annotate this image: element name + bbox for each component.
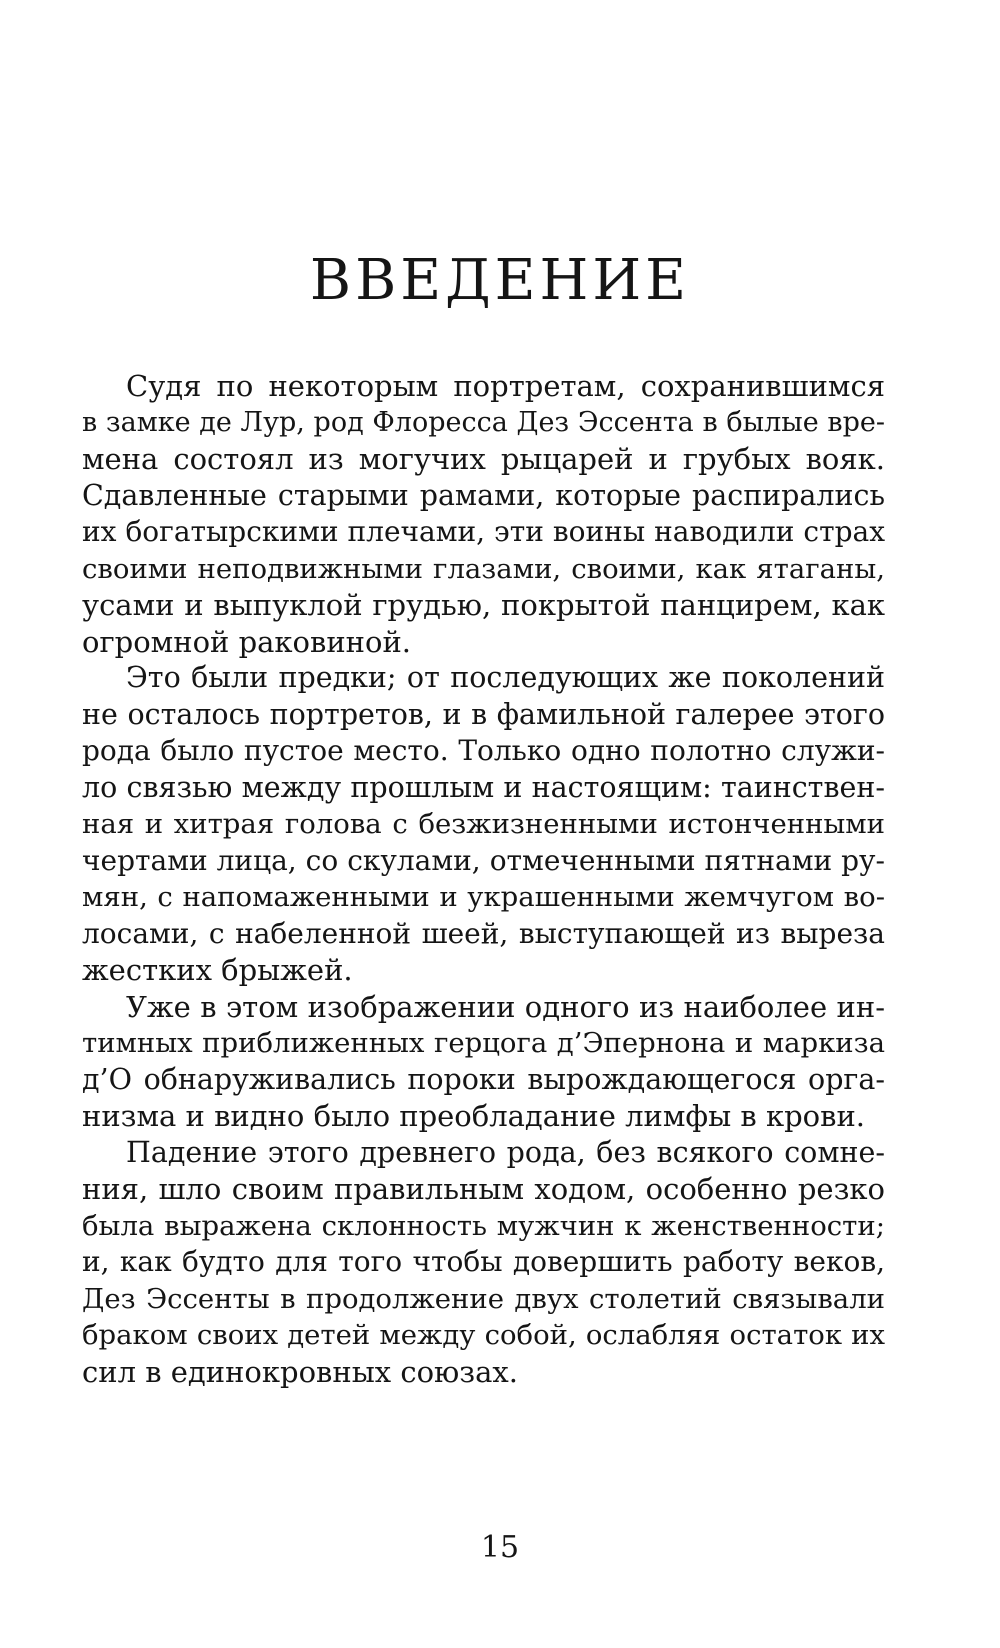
body-text bbox=[82, 368, 885, 1390]
text-line: мена состоял из могучих рыцарей и грубых вояк. bbox=[82, 442, 885, 476]
text-line: лосами, с набеленной шеей, выступающей из выреза bbox=[82, 916, 885, 950]
text-line: их богатырскими плечами, эти воины наводили страх bbox=[82, 515, 885, 548]
paragraph bbox=[82, 1135, 885, 1391]
text-line: была выражена склонность мужчин к женственности; bbox=[82, 1209, 885, 1242]
text-line: огромной раковиной. bbox=[82, 624, 411, 659]
text-line: браком своих детей между собой, ослабляя остаток их bbox=[82, 1319, 885, 1351]
text-line: рода было пустое место. Только одно полотно служи- bbox=[82, 734, 885, 767]
text-line: сил в единокровных союзах. bbox=[82, 1354, 518, 1389]
page-number: 15 bbox=[480, 1530, 520, 1565]
text-line: Это были предки; от последующих же поколений bbox=[126, 661, 885, 694]
text-line: и, как будто для того чтобы довершить работу веков, bbox=[82, 1245, 885, 1278]
paragraph bbox=[82, 989, 885, 1135]
text-line: ная и хитрая голова с безжизненными истонченными bbox=[82, 808, 885, 840]
text-line: тимных приближенных герцога д’Эпернона и маркиза bbox=[82, 1027, 885, 1059]
text-line: Падение этого древнего рода, без всякого сомне- bbox=[126, 1135, 885, 1169]
text-line: в замке де Лур, род Флоресса Дез Эссента в былые вре- bbox=[82, 406, 885, 438]
paragraph bbox=[82, 368, 885, 660]
text-line: ло связью между прошлым и настоящим: таинствен- bbox=[82, 770, 885, 804]
paragraph bbox=[82, 660, 885, 989]
text-line: Уже в этом изображении одного из наиболее ин- bbox=[126, 989, 885, 1024]
text-line: усами и выпуклой грудью, покрытой панцирем, как bbox=[82, 588, 885, 622]
text-line: мян, с напомаженными и украшенными жемчугом во- bbox=[82, 881, 885, 913]
text-line: ния, шло своим правильным ходом, особенно резко bbox=[82, 1172, 885, 1206]
text-line: не осталось портретов, и в фамильной галерее этого bbox=[82, 697, 885, 731]
text-line: жестких брыжей. bbox=[82, 953, 353, 987]
text-line: Дез Эссенты в продолжение двух столетий связывали bbox=[82, 1282, 885, 1315]
chapter-title: ВВЕДЕНИЕ bbox=[309, 248, 691, 313]
text-line: Судя по некоторым портретам, сохранившимся bbox=[126, 369, 885, 403]
text-line: своими неподвижными глазами, своими, как ятаганы, bbox=[82, 552, 885, 585]
text-line: Сдавленные старыми рамами, которые распирались bbox=[82, 478, 885, 512]
text-line: низма и видно было преобладание лимфы в крови. bbox=[82, 1099, 865, 1133]
text-line: д’О обнаруживались пороки вырождающегося орга- bbox=[82, 1062, 885, 1096]
text-line: чертами лица, со скулами, отмеченными пятнами ру- bbox=[82, 843, 885, 877]
